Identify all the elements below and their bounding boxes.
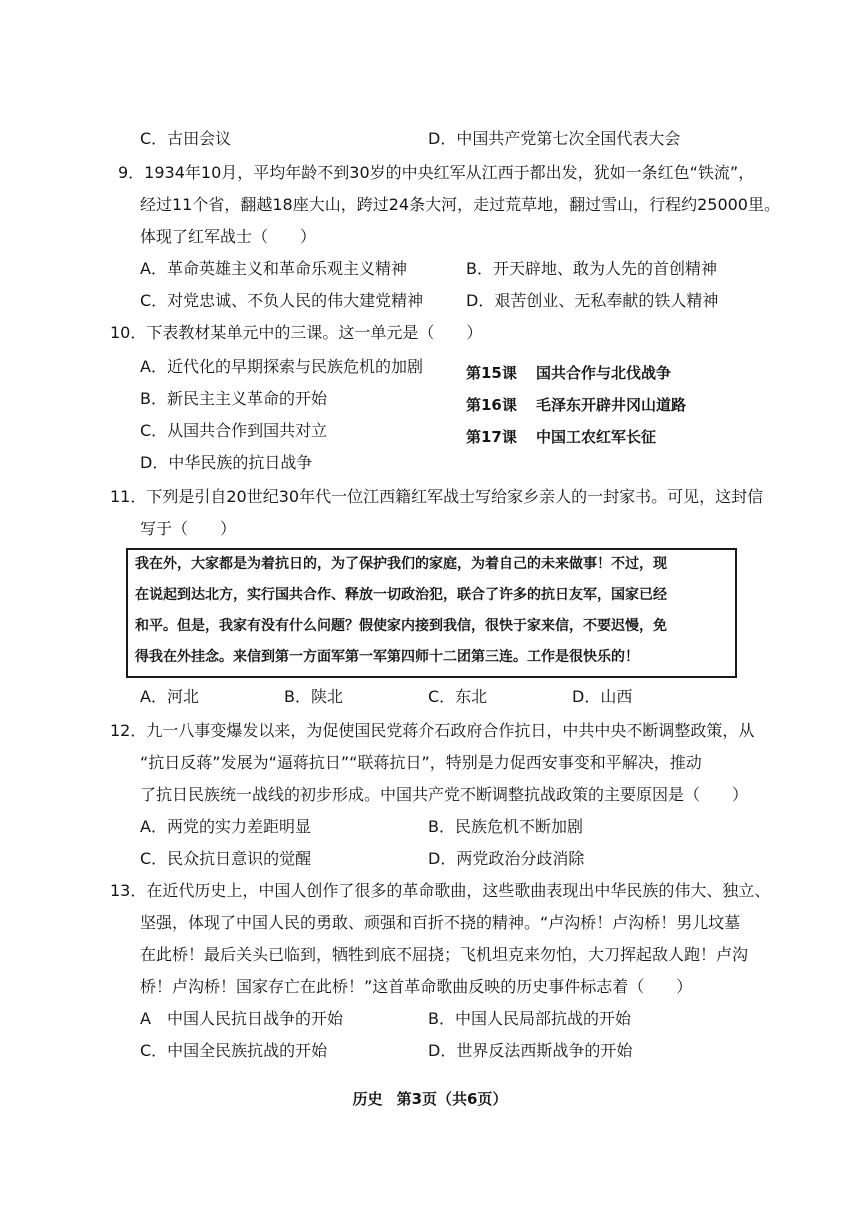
q11-stem-line-1: 11．下列是引自20世纪30年代一位江西籍红军战士写给家乡亲人的一封家书。可见，这封信 — [110, 487, 764, 506]
q12-option-c: C．民众抗日意识的觉醒 — [140, 849, 312, 868]
lesson-title: 毛泽东开辟井冈山道路 — [536, 396, 687, 414]
q10-option-b: B．新民主主义革命的开始 — [140, 389, 327, 408]
q9-stem-line-1: 9．1934年10月，平均年龄不到30岁的中央红军从江西于都出发，犹如一条红色“铁流”， — [118, 163, 755, 182]
lesson-number: 第16课 — [466, 396, 517, 414]
letter-line-2: 在说起到达北方，实行国共合作、释放一切政治犯，联合了许多的抗日友军，国家已经 — [135, 587, 667, 603]
q12-stem-line-3: 了抗日民族统一战线的初步形成。中国共产党不断调整抗战政策的主要原因是（ ） — [140, 785, 749, 804]
q9-option-b: B．开天辟地、敢为人先的首创精神 — [466, 259, 717, 278]
lesson-number: 第15课 — [466, 364, 517, 382]
q11-option-c: C．东北 — [428, 687, 488, 706]
q10-option-d: D．中华民族的抗日战争 — [140, 453, 313, 472]
q13-stem-line-4: 桥！卢沟桥！国家存亡在此桥！”这首革命歌曲反映的历史事件标志着（ ） — [140, 977, 693, 996]
q13-option-b: B．中国人民局部抗战的开始 — [428, 1009, 631, 1028]
lesson-number: 第17课 — [466, 428, 517, 446]
q12-stem-line-2: “抗日反蒋”发展为“逼蒋抗日”“联蒋抗日”，特别是力促西安事变和平解决，推动 — [140, 753, 702, 772]
q13-option-c: C．中国全民族抗战的开始 — [140, 1041, 328, 1060]
lesson-row — [466, 362, 671, 384]
page-footer — [0, 1088, 860, 1110]
lesson-row — [466, 426, 656, 448]
q10-option-c: C．从国共合作到国共对立 — [140, 421, 328, 440]
q12-option-d: D．两党政治分歧消除 — [428, 849, 585, 868]
footer-page-number: 第3页（共6页） — [396, 1090, 508, 1108]
q12-option-b: B．民族危机不断加剧 — [428, 817, 583, 836]
q13-option-a: A 中国人民抗日战争的开始 — [140, 1009, 343, 1028]
q13-stem-line-1: 13．在近代历史上，中国人创作了很多的革命歌曲，这些歌曲表现出中华民族的伟大、独立、 — [110, 881, 771, 900]
q9-option-d: D．艰苦创业、无私奉献的铁人精神 — [466, 291, 719, 310]
q13-option-d: D．世界反法西斯战争的开始 — [428, 1041, 633, 1060]
footer-subject: 历史 — [352, 1090, 383, 1108]
letter-line-1: 我在外，大家都是为着抗日的，为了保护我们的家庭，为着自己的未来做事！不过，现 — [135, 556, 667, 572]
q9-stem-line-2: 经过11个省，翻越18座大山，跨过24条大河，走过荒草地，翻过雪山，行程约25000里。 — [140, 195, 780, 214]
q12-option-a: A．两党的实力差距明显 — [140, 817, 311, 836]
letter-line-3: 和平。但是，我家有没有什么问题？假使家内接到我信，很快于家来信，不要迟慢，免 — [135, 618, 667, 634]
q13-stem-line-2: 坚强，体现了中国人民的勇敢、顽强和百折不挠的精神。“卢沟桥！卢沟桥！男儿坟墓 — [140, 913, 741, 932]
q11-option-a: A．河北 — [140, 687, 199, 706]
letter-line-4: 得我在外挂念。来信到第一方面军第一军第四师十二团第三连。工作是很快乐的！ — [135, 649, 639, 665]
q8-option-c: C．古田会议 — [140, 129, 232, 148]
q11-option-b: B．陕北 — [284, 687, 343, 706]
q10-option-a: A．近代化的早期探索与民族危机的加剧 — [140, 357, 423, 376]
q11-option-d: D．山西 — [572, 687, 633, 706]
q10-stem: 10．下表教材某单元中的三课。这一单元是（ ） — [110, 323, 483, 342]
q12-stem-line-1: 12．九一八事变爆发以来，为促使国民党蒋介石政府合作抗日，中共中央不断调整政策，从 — [110, 721, 755, 740]
q9-option-a: A．革命英雄主义和革命乐观主义精神 — [140, 259, 407, 278]
lesson-title: 中国工农红军长征 — [536, 428, 657, 446]
lesson-title: 国共合作与北伐战争 — [536, 364, 672, 382]
q8-option-d: D．中国共产党第七次全国代表大会 — [428, 129, 681, 148]
q9-option-c: C．对党忠诚、不负人民的伟大建党精神 — [140, 291, 424, 310]
q13-stem-line-3: 在此桥！最后关头已临到，牺牲到底不屈挠；飞机坦克来勿怕，大刀挥起敌人跑！卢沟 — [140, 945, 749, 964]
lesson-row — [466, 394, 686, 416]
q11-stem-line-2: 写于（ ） — [140, 519, 237, 538]
q9-stem-line-3: 体现了红军战士（ ） — [140, 227, 317, 246]
